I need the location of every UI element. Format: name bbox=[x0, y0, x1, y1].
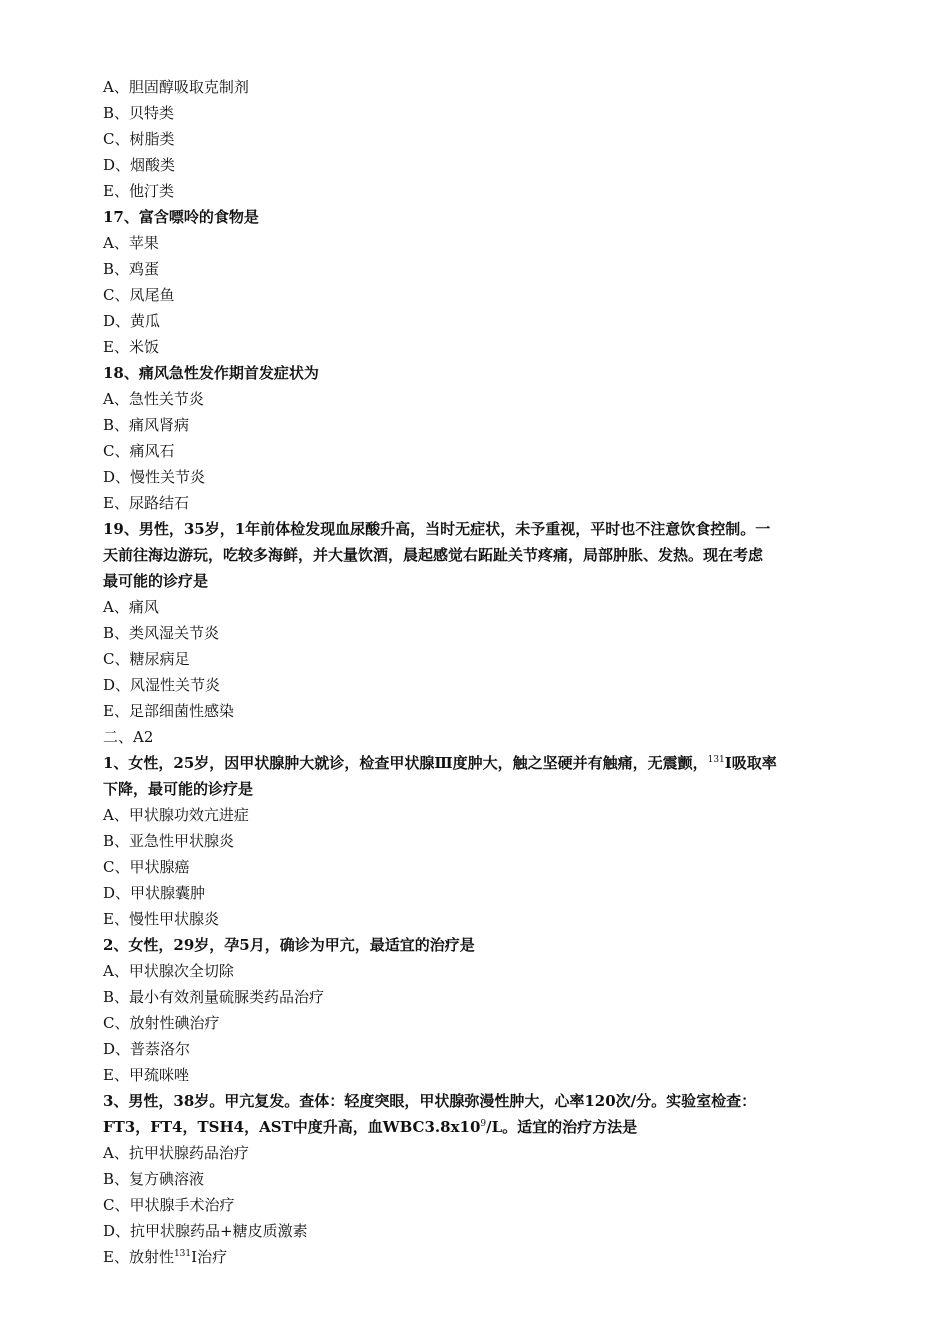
question-line: 2、女性，29岁，孕5月，确诊为甲亢，最适宜的治疗是 bbox=[103, 936, 475, 954]
question-stem bbox=[103, 516, 848, 594]
superscript: 131 bbox=[173, 1249, 192, 1259]
answer-option: B、鸡蛋 bbox=[103, 260, 160, 278]
option-text: I治疗 bbox=[191, 1248, 228, 1266]
question-line: 3、男性，38岁。甲亢复发。查体：轻度突眼，甲状腺弥漫性肿大，心率120次/分。实验室检查： bbox=[103, 1092, 757, 1110]
answer-option: D、慢性关节炎 bbox=[103, 468, 206, 486]
answer-option: D、抗甲状腺药品+糖皮质激素 bbox=[103, 1222, 308, 1240]
answer-option: E、慢性甲状腺炎 bbox=[103, 910, 219, 928]
answer-option: E、米饭 bbox=[103, 338, 159, 356]
answer-option: A、痛风 bbox=[103, 598, 159, 616]
answer-option: D、普萘洛尔 bbox=[103, 1040, 191, 1058]
superscript: 131 bbox=[707, 755, 725, 765]
question-text: /L。适宜的治疗方法是 bbox=[486, 1118, 638, 1136]
answer-option: A、抗甲状腺药品治疗 bbox=[103, 1144, 249, 1162]
question-text: 1、女性，25岁，因甲状腺肿大就诊，检查甲状腺Ⅲ度肿大，触之坚硬并有触痛，无震颤， bbox=[103, 754, 708, 772]
question-text: I吸取率 bbox=[724, 754, 777, 772]
answer-option: C、糖尿病足 bbox=[103, 650, 190, 668]
answer-option: A、甲状腺次全切除 bbox=[103, 962, 234, 980]
question-stem bbox=[103, 1088, 848, 1140]
answer-option: E、甲巯咪唑 bbox=[103, 1066, 189, 1084]
answer-option bbox=[103, 1244, 848, 1270]
document-page bbox=[103, 74, 848, 1270]
answer-option: C、甲状腺癌 bbox=[103, 858, 190, 876]
answer-option: 二、A2 bbox=[103, 728, 154, 746]
question-line: 19、男性，35岁，1年前体检发现血尿酸升高，当时无症状，未予重视，平时也不注意饮食控制。一 bbox=[103, 520, 771, 538]
answer-option: C、凤尾鱼 bbox=[103, 286, 175, 304]
answer-option: D、黄瓜 bbox=[103, 312, 161, 330]
question-line bbox=[103, 750, 848, 776]
answer-option: C、树脂类 bbox=[103, 130, 175, 148]
question-text: FT3，FT4，TSH4，AST中度升高，血WBC3.8x10 bbox=[103, 1118, 481, 1136]
answer-option: C、痛风石 bbox=[103, 442, 175, 460]
answer-option: B、复方碘溶液 bbox=[103, 1170, 205, 1188]
answer-option: C、甲状腺手术治疗 bbox=[103, 1196, 235, 1214]
question-line: 最可能的诊疗是 bbox=[103, 572, 209, 590]
answer-option: D、甲状腺囊肿 bbox=[103, 884, 206, 902]
question-stem bbox=[103, 750, 848, 802]
question-line: 天前往海边游玩，吃较多海鲜，并大量饮酒，晨起感觉右跖趾关节疼痛，局部肿胀、发热。现在考虑 bbox=[103, 546, 764, 564]
answer-option: D、烟酸类 bbox=[103, 156, 176, 174]
superscript: 9 bbox=[480, 1119, 487, 1129]
answer-option: D、风湿性关节炎 bbox=[103, 676, 221, 694]
answer-option: A、甲状腺功效亢进症 bbox=[103, 806, 249, 824]
question-line: 18、痛风急性发作期首发症状为 bbox=[103, 364, 319, 382]
answer-option: A、胆固醇吸取克制剂 bbox=[103, 78, 249, 96]
question-stem bbox=[103, 932, 848, 958]
question-line bbox=[103, 1114, 848, 1140]
answer-option: B、类风湿关节炎 bbox=[103, 624, 220, 642]
answer-option: B、痛风肾病 bbox=[103, 416, 190, 434]
answer-option: A、急性关节炎 bbox=[103, 390, 204, 408]
answer-option: E、他汀类 bbox=[103, 182, 174, 200]
question-stem bbox=[103, 360, 848, 386]
question-line: 17、富含嘌呤的食物是 bbox=[103, 208, 259, 226]
answer-option: B、最小有效剂量硫脲类药品治疗 bbox=[103, 988, 325, 1006]
option-text: E、放射性 bbox=[103, 1248, 174, 1266]
answer-option: E、足部细菌性感染 bbox=[103, 702, 234, 720]
question-line: 下降，最可能的诊疗是 bbox=[103, 780, 254, 798]
answer-option: B、亚急性甲状腺炎 bbox=[103, 832, 235, 850]
answer-option: B、贝特类 bbox=[103, 104, 175, 122]
answer-option: A、苹果 bbox=[103, 234, 159, 252]
question-stem bbox=[103, 204, 848, 230]
answer-option: C、放射性碘治疗 bbox=[103, 1014, 220, 1032]
answer-option: E、尿路结石 bbox=[103, 494, 189, 512]
